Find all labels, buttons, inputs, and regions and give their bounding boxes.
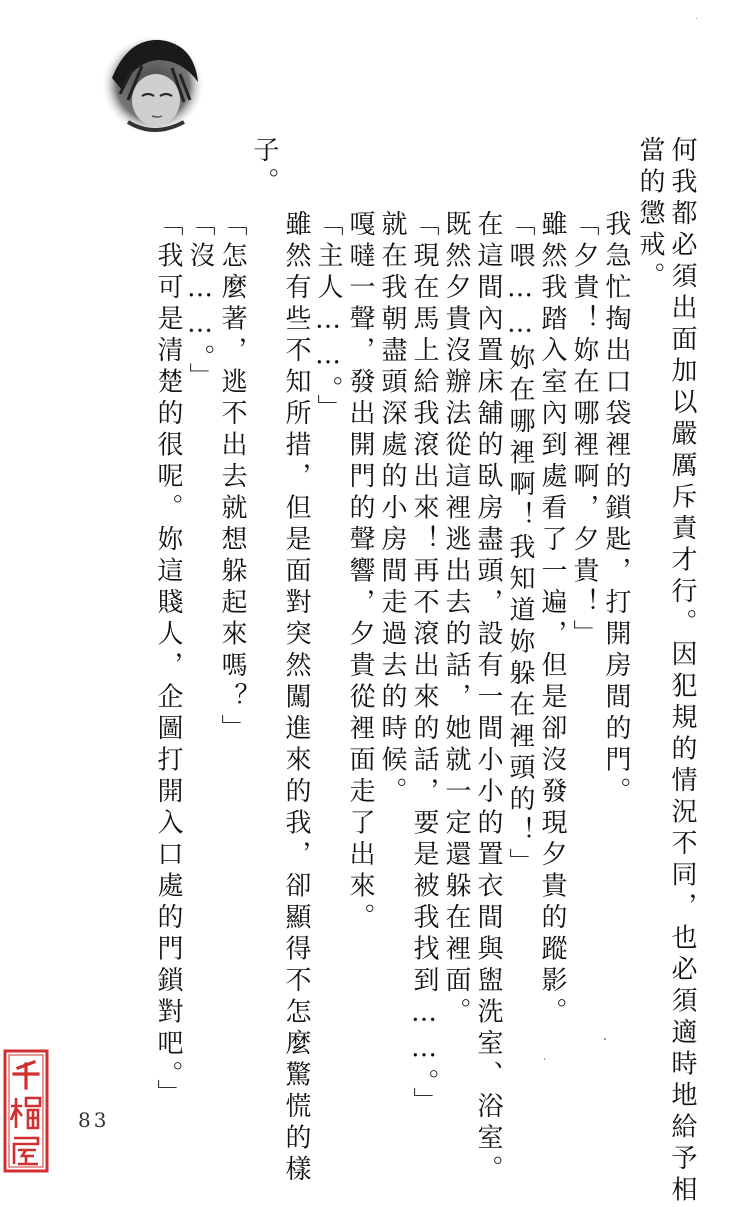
character-portrait-icon [98,30,208,140]
page-number: 83 [78,1108,110,1132]
text-column-13: 雖然有些不知所措，但是面對突然闖進來的我，卻顯得不怎麼驚慌的樣 [281,210,311,1187]
seal-stamp-icon [2,1048,50,1174]
text-column-15: 「怎麼著，逃不出去就想躲起來嗎？」 [217,210,247,746]
text-column-17: 「我可是清楚的很呢。妳這賤人，企圖打開入口處的門鎖對吧。」 [153,210,183,1111]
text-column-7: 在這間內置床舖的臥房盡頭，設有一間小小的置衣間與盥洗室、浴室。 [473,210,503,1187]
text-column-1: 何我都必須出面加以嚴厲斥責才行。因犯規的情況不同，也必須適時地給予相 [667,136,697,1207]
text-column-3: 我急忙掏出口袋裡的鎖匙，打開房間的門。 [601,210,631,809]
text-column-10: 就在我朝盡頭深處的小房間走過去的時候。 [377,210,407,809]
scan-speck [696,18,697,19]
text-column-2: 當的懲戒。 [635,136,665,294]
scan-speck [544,1058,545,1060]
text-column-11: 嘎噠一聲，發出開門的聲響，夕貴從裡面走了出來。 [345,210,375,935]
text-column-6: 「喂……妳在哪裡啊！我知道妳躲在裡頭的！」 [505,210,535,880]
text-column-5: 雖然我踏入室內到處看了一遍，但是卻沒發現夕貴的蹤影。 [537,210,567,1029]
text-column-9: 「現在馬上給我滾出來！再不滾出來的話，要是被我找到……。」 [409,210,439,1119]
text-column-12: 「主人……。」 [313,210,343,426]
text-column-16: 「沒……。」 [185,210,215,394]
text-column-14: 子。 [249,136,279,199]
text-column-4: 「夕貴！妳在哪裡啊，夕貴！」 [569,210,599,651]
text-column-8: 既然夕貴沒辦法從這裡逃出去的話，她就一定還躲在裡面。 [441,210,471,1029]
scan-speck [604,1038,606,1040]
